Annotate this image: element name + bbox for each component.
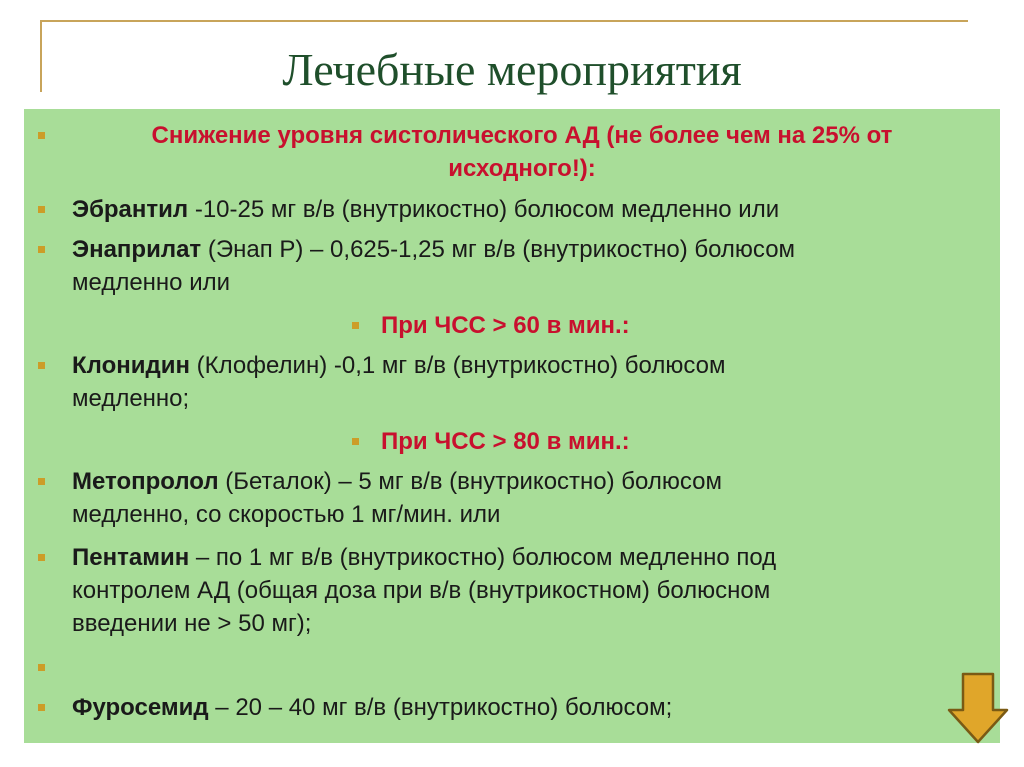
drug-dose: – 20 – 40 мг в/в (внутрикостно) болюсом; [208, 694, 673, 721]
bullet-icon [38, 664, 45, 671]
bullet-icon [352, 322, 359, 329]
drug-dose: (Беталок) – 5 мг в/в (внутрикостно) болюсом [218, 468, 722, 495]
drug-name: Энаприлат [72, 236, 202, 263]
bullet-icon [38, 246, 45, 253]
slide-title: Лечебные мероприятия [282, 44, 742, 95]
bullet-icon [38, 704, 45, 711]
drug-name: Метопролол [72, 468, 219, 495]
drug-dose-cont: медленно или [72, 269, 231, 296]
down-arrow-svg [947, 672, 1009, 744]
bullet-icon [38, 132, 45, 139]
condition-text: При ЧСС > 80 в мин.: [381, 428, 630, 455]
drug-name: Эбрантил [72, 196, 189, 223]
header-line-1: Снижение уровня систолического АД (не более чем на 25% от [151, 122, 893, 149]
down-arrow-icon[interactable] [947, 672, 1009, 744]
header-text [64, 119, 980, 185]
drug-dose: (Клофелин) -0,1 мг в/в (внутрикостно) болюсом [189, 352, 726, 379]
bullet-icon [38, 206, 45, 213]
drug-dose: – по 1 мг в/в (внутрикостно) болюсом медленно под [189, 544, 777, 571]
bullet-icon [38, 478, 45, 485]
drug-name: Клонидин [72, 352, 190, 379]
bullet-icon [38, 362, 45, 369]
drug-dose: (Энап Р) – 0,625-1,25 мг в/в (внутрикостно) болюсом [201, 236, 796, 263]
drug-dose-cont: медленно, со скоростью 1 мг/мин. или [72, 501, 501, 528]
bullet-icon [38, 554, 45, 561]
drug-dose-cont: медленно; [72, 385, 190, 412]
header-line-2: исходного!): [448, 155, 596, 182]
frame-top-line [40, 20, 968, 22]
drug-dose: -10-25 мг в/в (внутрикостно) болюсом медленно или [188, 196, 780, 223]
drug-dose-cont: введении не > 50 мг); [72, 610, 312, 637]
drug-dose-cont: контролем АД (общая доза при в/в (внутрикостном) болюсном [72, 577, 771, 604]
content-panel [24, 109, 1000, 743]
drug-name: Фуросемид [72, 694, 209, 721]
condition-text: При ЧСС > 60 в мин.: [381, 312, 630, 339]
drug-name: Пентамин [72, 544, 190, 571]
bullet-icon [352, 438, 359, 445]
